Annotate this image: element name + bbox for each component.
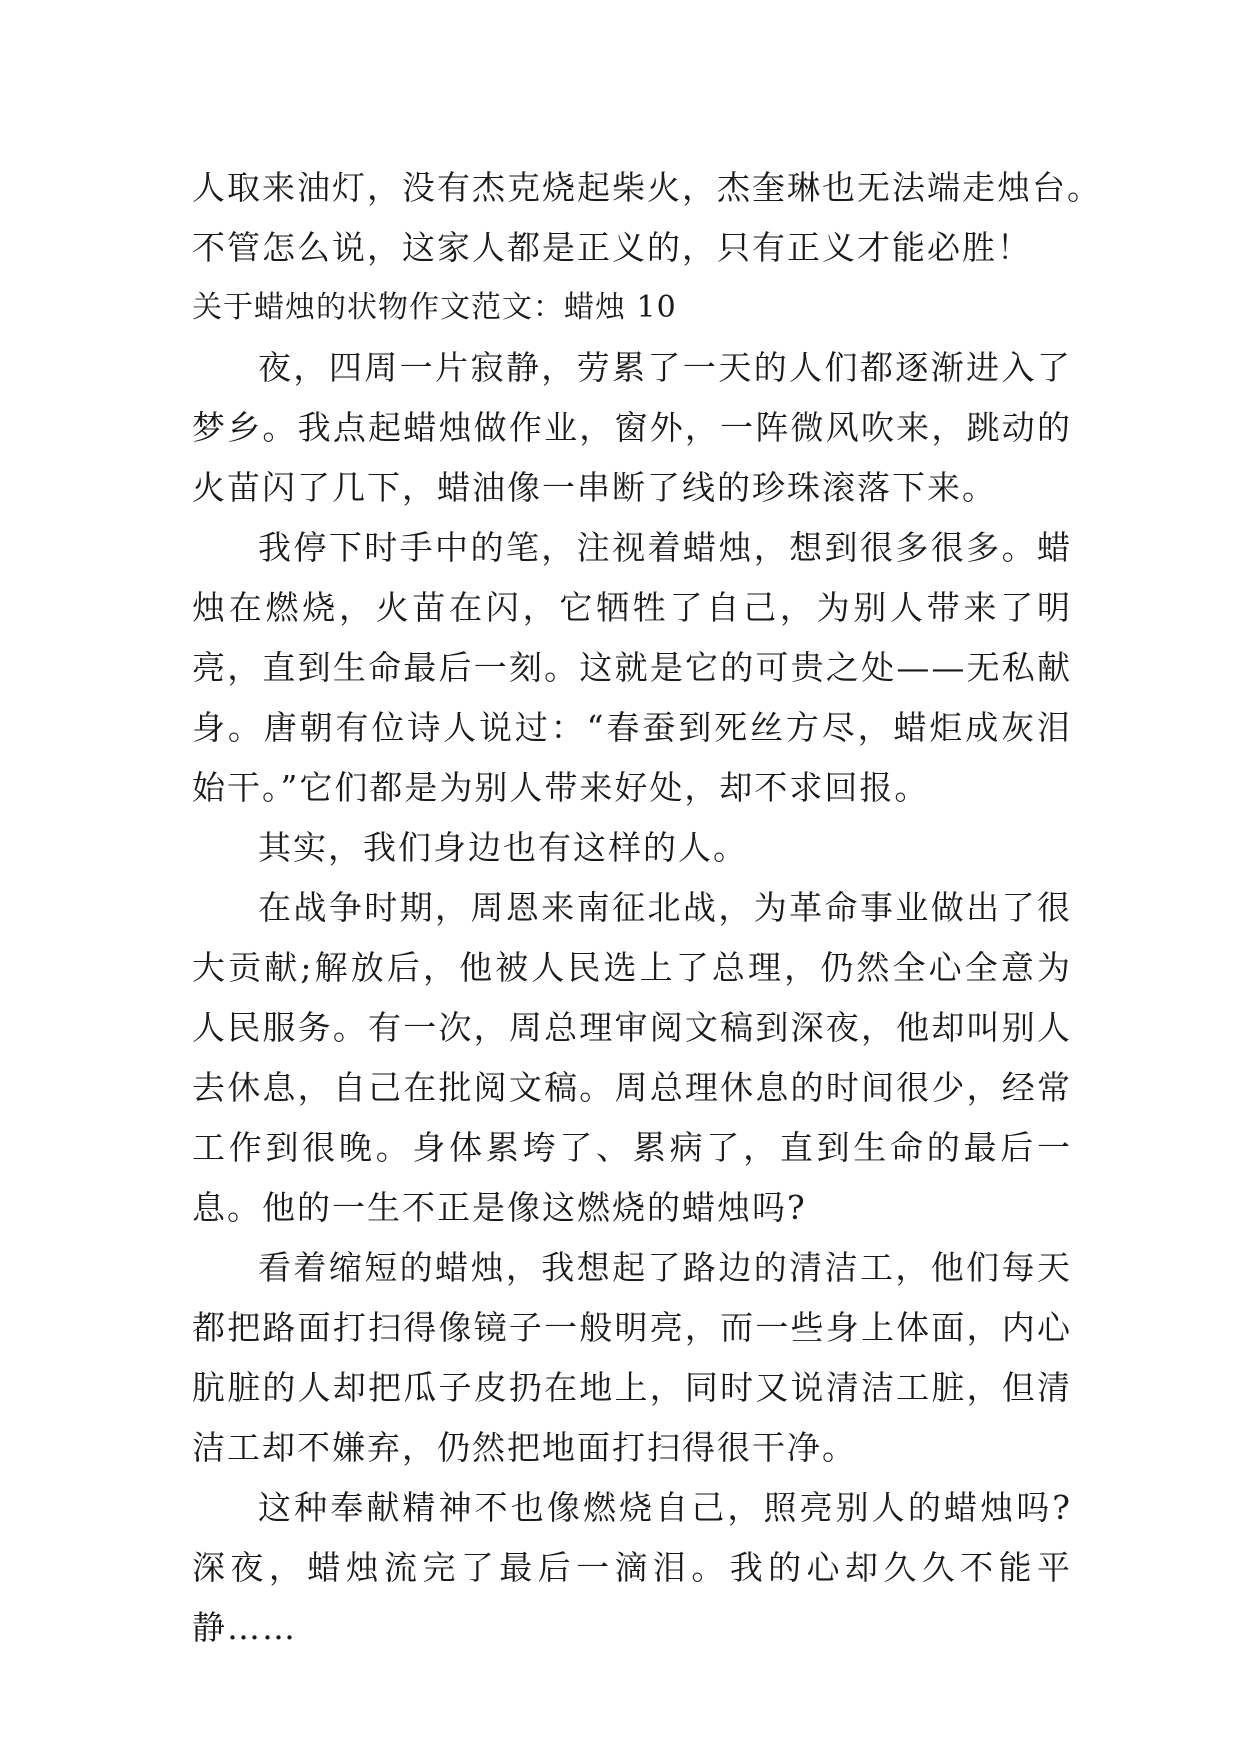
paragraph-5: 看着缩短的蜡烛，我想起了路边的清洁工，他们每天都把路面打扫得像镜子一般明亮，而一些身上体面，内心肮脏的人却把瓜子皮扔在地上，同时又说清洁工脏，但清洁工却不嫌弃，仍然把地面打扫得很干净。 — [192, 1248, 1072, 1467]
continuation-line-1: 人取来油灯，没有杰克烧起柴火，杰奎琳也无法端走烛台。 — [192, 168, 1102, 207]
continuation-line-2: 不管怎么说，这家人都是正义的，只有正义才能必胜！ — [192, 228, 1032, 267]
paragraph-4: 在战争时期，周恩来南征北战，为革命事业做出了很大贡献;解放后，他被人民选上了总理，仍然全心全意为人民服务。有一次，周总理审阅文稿到深夜，他却叫别人去休息，自己在批阅文稿。周总理休息的时间很少，经常工作到很晚。身体累垮了、累病了，直到生命的最后一息。他的一生不正是像这燃烧的蜡烛吗? — [192, 888, 1072, 1227]
section-title: 关于蜡烛的状物作文范文：蜡烛 10 — [192, 290, 677, 325]
paragraph-3: 其实，我们身边也有这样的人。 — [258, 828, 748, 867]
document-body — [192, 158, 1102, 1658]
paragraph-2: 我停下时手中的笔，注视着蜡烛，想到很多很多。蜡烛在燃烧，火苗在闪，它牺牲了自己，为别人带来了明亮，直到生命最后一刻。这就是它的可贵之处——无私献身。唐朝有位诗人说过：“春蚕到死丝方尽，蜡炬成灰泪始干。”它们都是为别人带来好处，却不求回报。 — [192, 528, 1072, 807]
paragraph-1: 夜，四周一片寂静，劳累了一天的人们都逐渐进入了梦乡。我点起蜡烛做作业，窗外，一阵微风吹来，跳动的火苗闪了几下，蜡油像一串断了线的珍珠滚落下来。 — [192, 348, 1072, 507]
paragraph-6: 这种奉献精神不也像燃烧自己，照亮别人的蜡烛吗?深夜，蜡烛流完了最后一滴泪。我的心却久久不能平静…… — [192, 1488, 1072, 1647]
